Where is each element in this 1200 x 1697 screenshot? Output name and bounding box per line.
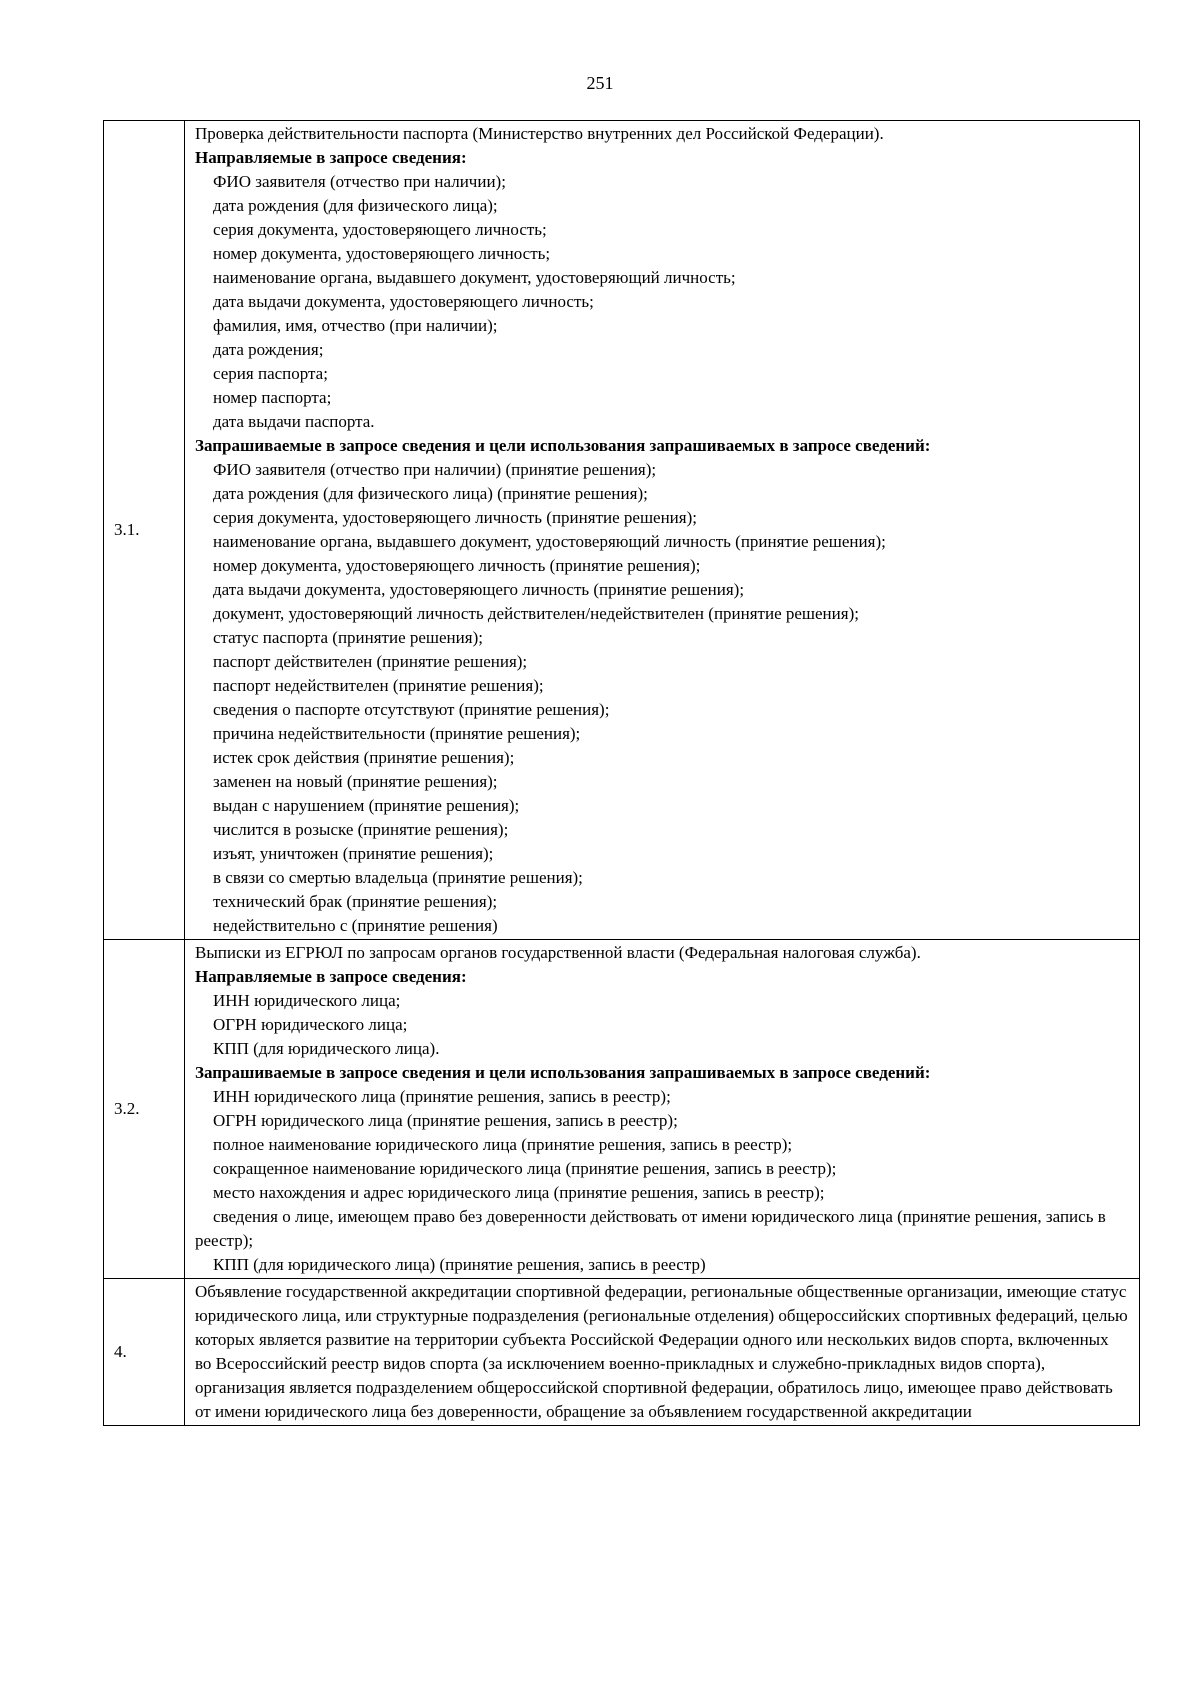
page-number: 251 (586, 73, 614, 93)
sent-item: ФИО заявителя (отчество при наличии); (213, 172, 506, 191)
requested-item: полное наименование юридического лица (принятие решения, запись в реестр); (213, 1135, 793, 1154)
sent-item: дата рождения (для физического лица); (213, 196, 498, 215)
requested-item: место нахождения и адрес юридического лица (принятие решения, запись в реестр); (213, 1183, 825, 1202)
row-number: 4. (104, 1279, 185, 1426)
requested-item: сведения о лице, имеющем право без доверенности действовать от имени юридического лица (принятие решения, запись в реестр); (195, 1207, 1106, 1250)
requested-item: номер документа, удостоверяющего личность (принятие решения); (213, 556, 701, 575)
sent-heading: Направляемые в запросе сведения: (195, 148, 467, 167)
requested-item: статус паспорта (принятие решения); (213, 628, 483, 647)
row-content (185, 1279, 1140, 1426)
sent-item: номер документа, удостоверяющего личность; (213, 244, 551, 263)
requested-item: ОГРН юридического лица (принятие решения, запись в реестр); (213, 1111, 678, 1130)
requested-item: ФИО заявителя (отчество при наличии) (принятие решения); (213, 460, 657, 479)
requested-item: сокращенное наименование юридического лица (принятие решения, запись в реестр); (213, 1159, 837, 1178)
sent-items-list (195, 170, 1129, 434)
requested-item: выдан с нарушением (принятие решения); (213, 796, 520, 815)
requested-item: недействительно с (принятие решения) (213, 916, 498, 935)
sent-item: ИНН юридического лица; (213, 991, 401, 1010)
requested-items-list (195, 458, 1129, 938)
requested-item: причина недействительности (принятие решения); (213, 724, 581, 743)
requested-items-list (195, 1085, 1129, 1205)
row-number: 3.2. (104, 940, 185, 1279)
requested-item: в связи со смертью владельца (принятие решения); (213, 868, 583, 887)
requested-item: числится в розыске (принятие решения); (213, 820, 509, 839)
table-row-3-2 (104, 940, 1140, 1279)
requested-heading: Запрашиваемые в запросе сведения и цели использования запрашиваемых в запросе сведений: (195, 1063, 931, 1082)
requested-item: истек срок действия (принятие решения); (213, 748, 515, 767)
sent-item: ОГРН юридического лица; (213, 1015, 408, 1034)
requested-item: сведения о паспорте отсутствуют (принятие решения); (213, 700, 610, 719)
row-title: Выписки из ЕГРЮЛ по запросам органов государственной власти (Федеральная налоговая служба). (195, 943, 921, 962)
requested-item: паспорт недействителен (принятие решения); (213, 676, 544, 695)
sent-item: серия паспорта; (213, 364, 328, 383)
requested-item: технический брак (принятие решения); (213, 892, 498, 911)
requested-heading: Запрашиваемые в запросе сведения и цели использования запрашиваемых в запросе сведений: (195, 436, 931, 455)
table-row-3-1 (104, 121, 1140, 940)
requested-item: наименование органа, выдавшего документ, удостоверяющий личность (принятие решения); (213, 532, 886, 551)
requested-item: ИНН юридического лица (принятие решения, запись в реестр); (213, 1087, 671, 1106)
sent-item: дата рождения; (213, 340, 324, 359)
row-title: Проверка действительности паспорта (Министерство внутренних дел Российской Федерации). (195, 124, 884, 143)
sent-item: наименование органа, выдавшего документ, удостоверяющий личность; (213, 268, 736, 287)
sent-heading: Направляемые в запросе сведения: (195, 967, 467, 986)
row-content (185, 121, 1140, 940)
requested-item: паспорт действителен (принятие решения); (213, 652, 528, 671)
sent-item: дата выдачи документа, удостоверяющего личность; (213, 292, 594, 311)
requested-item: документ, удостоверяющий личность действителен/недействителен (принятие решения); (213, 604, 859, 623)
sent-items-list (195, 989, 1129, 1061)
requested-item: изъят, уничтожен (принятие решения); (213, 844, 494, 863)
sent-item: фамилия, имя, отчество (при наличии); (213, 316, 498, 335)
row-number: 3.1. (104, 121, 185, 940)
row-text: Объявление государственной аккредитации спортивной федерации, региональные общественные организации, имеющие статус юридического лица, или структурные подразделения (региональные отделения) общероссийских спортивных федераций, целью которых является развитие на территории субъекта Российской Федерации одного или нескольких видов спорта, включенных во Всероссийский реестр видов спорта (за исключением военно-прикладных и служебно-прикладных видов спорта), организация является подразделением общероссийской спортивной федерации, обратилось лицо, имеющее право действовать от имени юридического лица без доверенности, обращение за объявлением государственной аккредитации (195, 1282, 1128, 1421)
sent-item: номер паспорта; (213, 388, 332, 407)
table-row-4 (104, 1279, 1140, 1426)
sent-item: серия документа, удостоверяющего личность; (213, 220, 547, 239)
sent-item: дата выдачи паспорта. (213, 412, 375, 431)
requested-item: дата рождения (для физического лица) (принятие решения); (213, 484, 648, 503)
requested-item: серия документа, удостоверяющего личность (принятие решения); (213, 508, 697, 527)
sent-item: КПП (для юридического лица). (213, 1039, 440, 1058)
requested-item: КПП (для юридического лица) (принятие решения, запись в реестр) (213, 1255, 706, 1274)
row-content (185, 940, 1140, 1279)
requested-item: дата выдачи документа, удостоверяющего личность (принятие решения); (213, 580, 745, 599)
services-table (103, 120, 1140, 1426)
requested-item: заменен на новый (принятие решения); (213, 772, 498, 791)
